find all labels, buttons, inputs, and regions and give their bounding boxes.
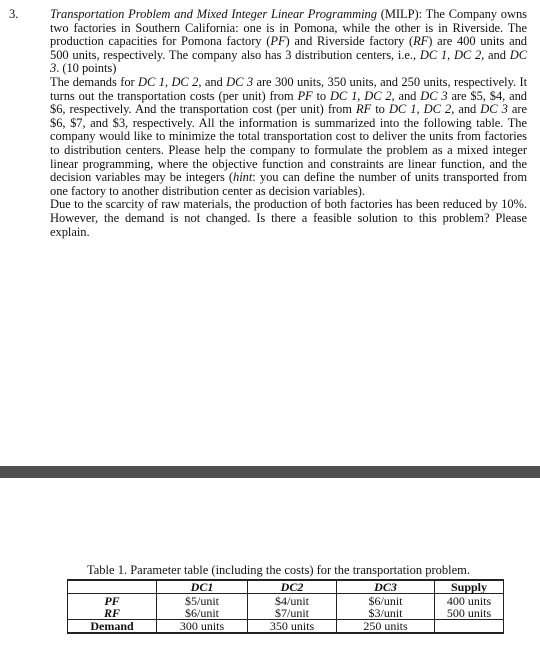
term-pf: PF — [297, 88, 313, 103]
question-number: 3. — [9, 7, 19, 21]
term-dc1: DC 1 — [388, 102, 417, 117]
question-paragraph-1 — [50, 8, 527, 76]
parameter-table — [67, 579, 504, 634]
question-text: ) and Riverside factory ( — [285, 34, 414, 49]
question-text: , and — [391, 88, 421, 103]
row-label: RF — [68, 607, 157, 620]
table-cell: $6/unit — [337, 594, 435, 608]
question-text: : you can define the number of units transported from one factory to another distribution center as decision variables). — [50, 170, 527, 198]
table-cell: $4/unit — [248, 594, 337, 608]
table-cell: 350 units — [248, 620, 337, 634]
header-cell: DC1 — [157, 580, 248, 594]
term-rf: RF — [413, 34, 429, 49]
table-cell — [435, 620, 504, 634]
term-dc2: DC 2 — [423, 102, 452, 117]
question-text: , — [357, 88, 365, 103]
question-body — [50, 8, 527, 239]
term-dc3: DC 3 — [420, 88, 448, 103]
table-row — [68, 594, 504, 608]
question-text: to — [371, 102, 389, 117]
question-text: (MILP): The Company owns two factories in Southern California: one is in Pomona, while the other is in Riverside. The production capacities for Pomona factory ( — [50, 7, 527, 49]
question-paragraph-2 — [50, 76, 527, 198]
table-cell: $7/unit — [248, 607, 337, 620]
table-cell: 500 units — [435, 607, 504, 620]
row-label: Demand — [68, 620, 157, 634]
table-cell: $3/unit — [337, 607, 435, 620]
question-text: and — [484, 47, 510, 62]
term-dc1: DC 1 — [329, 88, 358, 103]
table-cell: 400 units — [435, 594, 504, 608]
term-pf: PF — [270, 34, 286, 49]
table-cell: $6/unit — [157, 607, 248, 620]
question-text: are $6, $7, and $3, respectively. All the information is summarized into the following table. The company would like to minimize the total transportation cost to deliver the units from factories to distribution centers. Please help the company to formulate the problem as a mixed integer linear programming, where the objective function and constraints are linear function, and the decision variables may be integers ( — [50, 102, 528, 185]
header-cell: DC2 — [248, 580, 337, 594]
term-dc1: DC 1 — [138, 74, 165, 89]
term-dc2: DC 2 — [171, 74, 199, 89]
section-divider — [0, 466, 540, 478]
header-cell: DC3 — [337, 580, 435, 594]
table-header-row — [68, 580, 504, 594]
question-text: ) are 400 units and 500 units, respectively. The company also has 3 distribution centers, i.e., — [50, 34, 527, 62]
question-text: The demands for — [50, 74, 139, 89]
term-rf: RF — [356, 102, 372, 117]
hint-label: hint — [233, 170, 253, 185]
table-caption: Table 1. Parameter table (including the costs) for the transportation problem. — [87, 563, 471, 577]
term-dc2: DC 2 — [364, 88, 392, 103]
term-dc3: DC 3 — [226, 74, 254, 89]
row-label: PF — [68, 594, 157, 608]
table-cell: 250 units — [337, 620, 435, 634]
question-title: Transportation Problem and Mixed Integer Linear Programming — [50, 7, 377, 21]
question-text: , — [164, 74, 172, 89]
table-cell: $5/unit — [157, 594, 248, 608]
term-dc-list: DC 1, DC 2, — [419, 47, 485, 62]
header-cell: Supply — [435, 580, 504, 594]
table-row — [68, 607, 504, 620]
table-row — [68, 620, 504, 634]
term-dc3: DC 3 — [480, 102, 508, 117]
table-cell: 300 units — [157, 620, 248, 634]
question-points: . (10 points) — [56, 61, 117, 76]
header-cell — [68, 580, 157, 594]
question-text: are $5, $4, and $6, respectively. And the transportation cost (per unit) from — [50, 88, 527, 117]
question-text: , and — [198, 74, 227, 89]
question-text: to — [312, 88, 330, 103]
question-paragraph-3: Due to the scarcity of raw materials, the production of both factories has been reduced by 10%. However, the demand is not changed. Is there a feasible solution to this problem? Please explain. — [50, 197, 527, 239]
term-dc3: DC 3 — [50, 47, 527, 76]
question-text: are 300 units, 350 units, and 250 units, respectively. It turns out the transportation costs (per unit) from — [50, 74, 527, 103]
question-text: , — [416, 102, 424, 117]
question-text: , and — [451, 102, 481, 117]
